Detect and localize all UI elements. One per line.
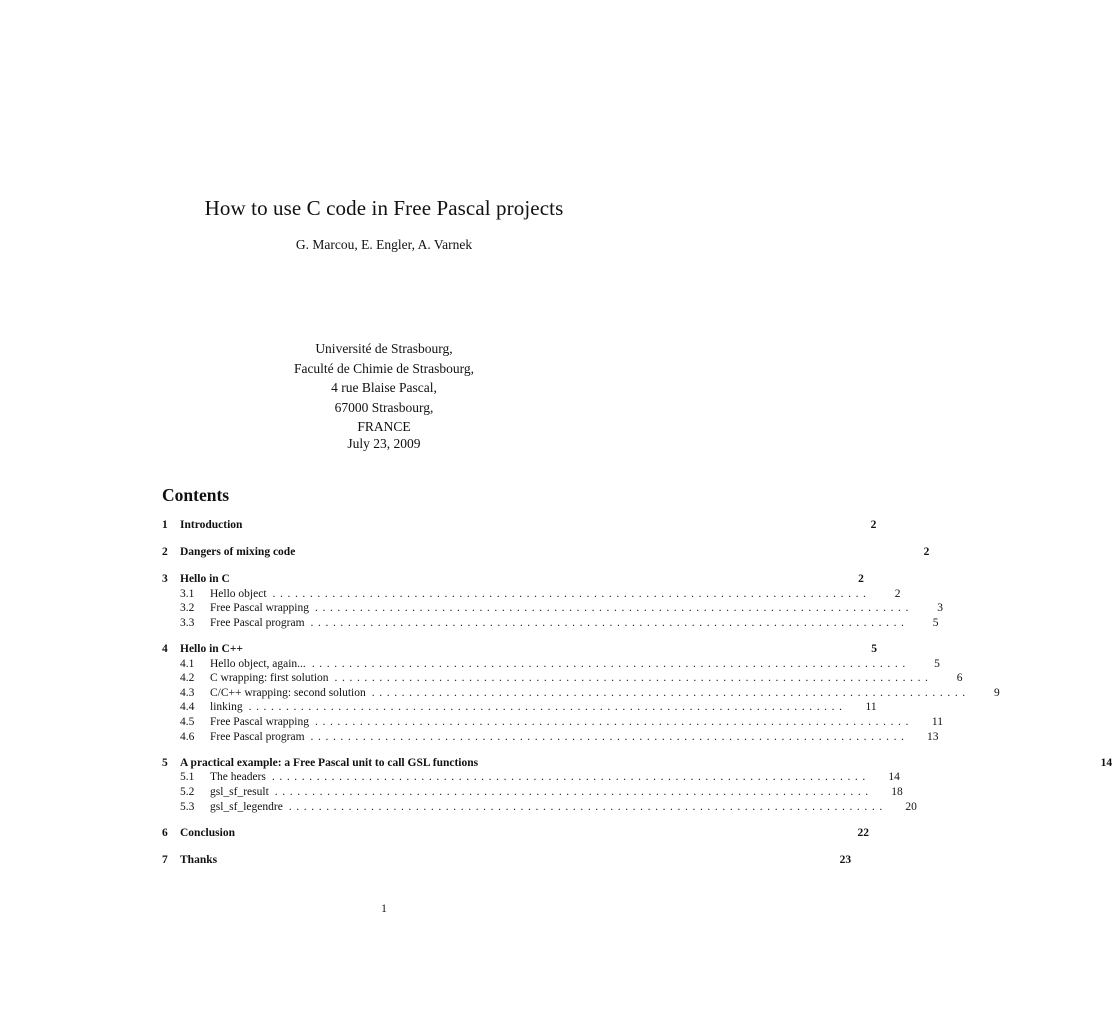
document-authors: G. Marcou, E. Engler, A. Varnek: [295, 237, 473, 252]
toc-subsection-entry[interactable]: [162, 671, 963, 686]
toc-section-entry[interactable]: [162, 853, 852, 868]
toc-entry-page: 5: [934, 658, 940, 670]
toc-entry-page: 2: [858, 573, 864, 585]
toc-entry-page: 11: [865, 701, 877, 713]
toc-entry-title: A practical example: a Free Pascal unit to call GSL functions: [180, 757, 479, 769]
toc-entry-number: 4.5: [180, 716, 195, 728]
toc-entry-number: 4.4: [180, 701, 195, 713]
toc-dot-leader: ................................................................................: [315, 716, 913, 728]
toc-entry-number: 7: [162, 854, 168, 866]
toc-entry-title: gsl_sf_result: [210, 786, 269, 798]
toc-entry-number: 4.3: [180, 687, 195, 699]
toc-entry-title: Thanks: [180, 854, 218, 866]
toc-subsection-entry[interactable]: [162, 800, 917, 815]
toc-entry-number: 4: [162, 643, 168, 655]
toc-entry-page: 5: [871, 643, 877, 655]
affiliation-line: FRANCE: [357, 419, 411, 434]
toc-entry-page: 5: [932, 617, 939, 629]
toc-entry-page: 23: [839, 854, 852, 866]
toc-entry-number: 5.3: [180, 801, 195, 813]
toc-subsection-entry[interactable]: [162, 686, 1000, 701]
toc-entry-number: 4.6: [180, 731, 195, 743]
toc-entry-title: Hello object, again...: [210, 658, 306, 670]
toc-section-entry[interactable]: [162, 826, 869, 841]
toc-entry-page: 13: [927, 731, 939, 743]
toc-dot-leader: ................................................................................: [311, 658, 910, 670]
toc-section-entry[interactable]: [162, 545, 930, 560]
toc-dot-leader: ................................................................................: [310, 731, 909, 743]
toc-entry-title: The headers: [210, 771, 266, 783]
toc-subsection-entry[interactable]: [162, 616, 939, 631]
toc-entry-title: C wrapping: first solution: [210, 672, 329, 684]
page-number: 1: [381, 903, 387, 915]
toc-subsection-entry[interactable]: [162, 601, 943, 616]
toc-entry-page: 9: [994, 687, 1000, 699]
document-date: July 23, 2009: [347, 436, 421, 451]
toc-entry-title: linking: [210, 701, 243, 713]
toc-subsection-entry[interactable]: [162, 715, 943, 730]
affiliation-line: 67000 Strasbourg,: [334, 399, 434, 415]
toc-entry-page: 14: [1100, 757, 1112, 769]
toc-entry-number: 5: [162, 757, 168, 769]
toc-entry-title: Dangers of mixing code: [180, 546, 296, 558]
toc-subsection-entry[interactable]: [162, 700, 877, 715]
toc-subsection-entry[interactable]: [162, 587, 901, 602]
affiliation-block: [0, 339, 768, 437]
toc-subsection-entry[interactable]: [162, 730, 939, 745]
toc-subsection-entry[interactable]: [162, 785, 903, 800]
toc-subsection-entry[interactable]: [162, 657, 940, 672]
toc-dot-leader: ................................................................................: [272, 588, 871, 600]
toc-entry-title: gsl_sf_legendre: [210, 801, 283, 813]
toc-entry-title: Free Pascal program: [210, 617, 305, 629]
toc-entry-number: 6: [162, 827, 168, 839]
toc-entry-number: 3.3: [180, 617, 195, 629]
toc-entry-number: 2: [162, 546, 168, 558]
toc-entry-page: 2: [894, 588, 901, 600]
toc-section-entry[interactable]: [162, 518, 877, 533]
toc-entry-title: Free Pascal wrapping: [210, 716, 309, 728]
toc-entry-title: Free Pascal program: [210, 731, 305, 743]
toc-entry-page: 2: [923, 546, 930, 558]
toc-entry-number: 3: [162, 573, 168, 585]
toc-entry-number: 5.2: [180, 786, 195, 798]
toc-dot-leader: ................................................................................: [271, 771, 870, 783]
toc-entry-page: 3: [937, 602, 943, 614]
document-title: How to use C code in Free Pascal projects: [204, 196, 564, 220]
toc-subsection-entry[interactable]: [162, 770, 900, 785]
toc-dot-leader: ................................................................................: [315, 602, 913, 614]
toc-dot-leader: ................................................................................: [310, 617, 909, 629]
contents-heading: Contents: [162, 485, 230, 505]
toc-entry-title: C/C++ wrapping: second solution: [210, 687, 366, 699]
toc-entry-page: 22: [857, 827, 869, 839]
toc-entry-title: Conclusion: [180, 827, 235, 839]
toc-dot-leader: ................................................................................: [371, 687, 970, 699]
toc-entry-number: 4.1: [180, 658, 195, 670]
toc-dot-leader: ................................................................................: [248, 701, 847, 713]
toc-entry-page: 20: [905, 801, 917, 813]
toc-entry-page: 6: [956, 672, 963, 684]
toc-entry-number: 1: [162, 519, 168, 531]
toc-dot-leader: ................................................................................: [274, 786, 873, 798]
affiliation-line: 4 rue Blaise Pascal,: [331, 380, 437, 395]
toc-entry-title: Hello object: [210, 588, 267, 600]
toc-dot-leader: ................................................................................: [334, 672, 933, 684]
toc-section-entry[interactable]: [162, 572, 864, 587]
toc-entry-page: 14: [888, 771, 900, 783]
toc-entry-page: 2: [870, 519, 877, 531]
toc-entry-number: 4.2: [180, 672, 195, 684]
affiliation-line: Faculté de Chimie de Strasbourg,: [293, 360, 475, 376]
toc-entry-page: 18: [891, 786, 903, 798]
toc-section-entry[interactable]: [162, 642, 877, 657]
toc-entry-title: Hello in C++: [180, 643, 243, 655]
affiliation-line: Université de Strasbourg,: [315, 341, 453, 356]
toc-entry-title: Free Pascal wrapping: [210, 602, 309, 614]
toc-entry-number: 3.1: [180, 588, 195, 600]
toc-dot-leader: ................................................................................: [288, 801, 887, 813]
toc-entry-number: 5.1: [180, 771, 195, 783]
toc-section-entry[interactable]: [162, 756, 1112, 771]
toc-entry-page: 11: [931, 716, 943, 728]
toc-entry-number: 3.2: [180, 602, 195, 614]
toc-entry-title: Introduction: [180, 519, 243, 531]
toc-entry-title: Hello in C: [180, 573, 230, 585]
